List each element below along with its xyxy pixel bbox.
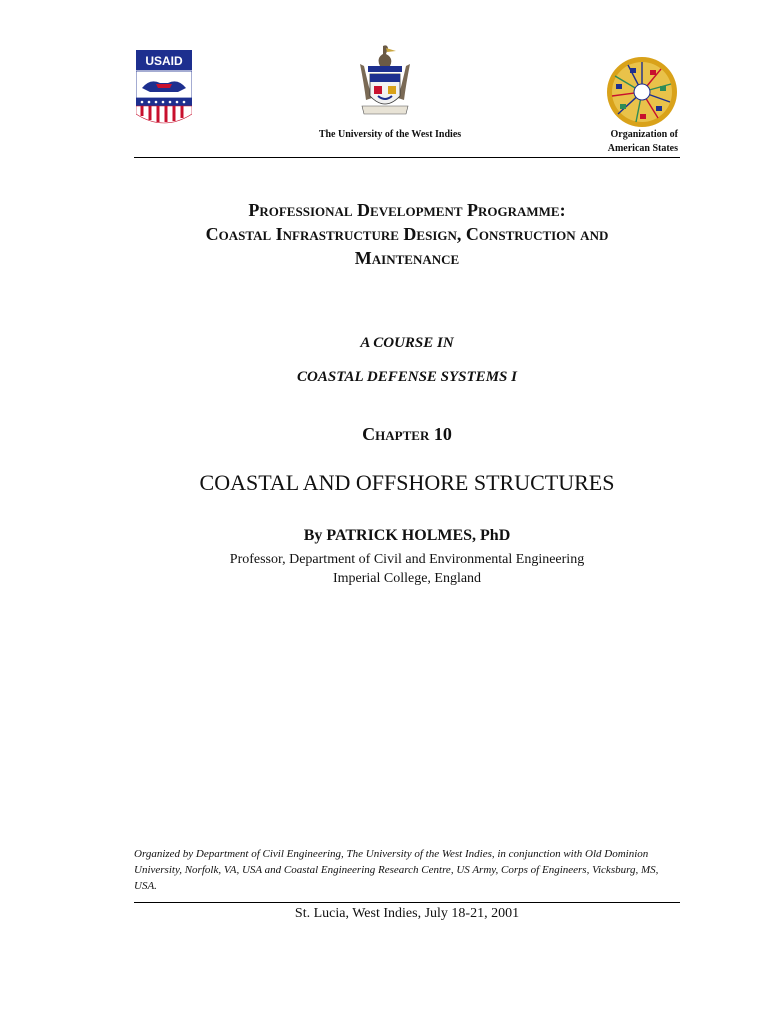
programme-title-line1: Professional Development Programme: xyxy=(248,200,566,220)
header-divider xyxy=(134,157,680,158)
usaid-logo-text: USAID xyxy=(145,54,183,68)
course-heading: A COURSE IN xyxy=(360,335,454,351)
usaid-logo xyxy=(136,50,192,126)
author-affiliation-line2: Imperial College, England xyxy=(332,571,482,586)
footer-divider xyxy=(134,902,680,903)
programme-title-line2: Coastal Infrastructure Design, Construction and xyxy=(205,224,609,244)
organized-by-note: Organized by Department of Civil Engineering, The University of the West Indies, in conjunction with Old Dominion University, Norfolk, VA, USA and Coastal Engineering Research Centre, US Army, Corps of Engineers, Vicksburg, MS, USA. xyxy=(134,848,659,892)
author-affiliation-line1: Professor, Department of Civil and Environmental Engineering xyxy=(229,552,585,567)
oas-seal-logo xyxy=(606,56,678,128)
programme-title xyxy=(134,198,680,270)
venue-date: St. Lucia, West Indies, July 18-21, 2001 xyxy=(294,906,520,921)
uwi-name: The University of the West Indies xyxy=(318,129,462,140)
author-name: By PATRICK HOLMES, PhD xyxy=(303,527,511,544)
chapter-title: COASTAL AND OFFSHORE STRUCTURES xyxy=(199,470,615,495)
chapter-label: Chapter 10 xyxy=(362,424,452,444)
oas-name-line1: Organization of xyxy=(610,129,678,140)
course-name: COASTAL DEFENSE SYSTEMS I xyxy=(297,369,517,385)
uwi-crest-logo xyxy=(356,44,414,122)
oas-name-line2: American States xyxy=(607,143,678,154)
programme-title-line3: Maintenance xyxy=(354,248,460,268)
oas-name xyxy=(580,128,678,156)
